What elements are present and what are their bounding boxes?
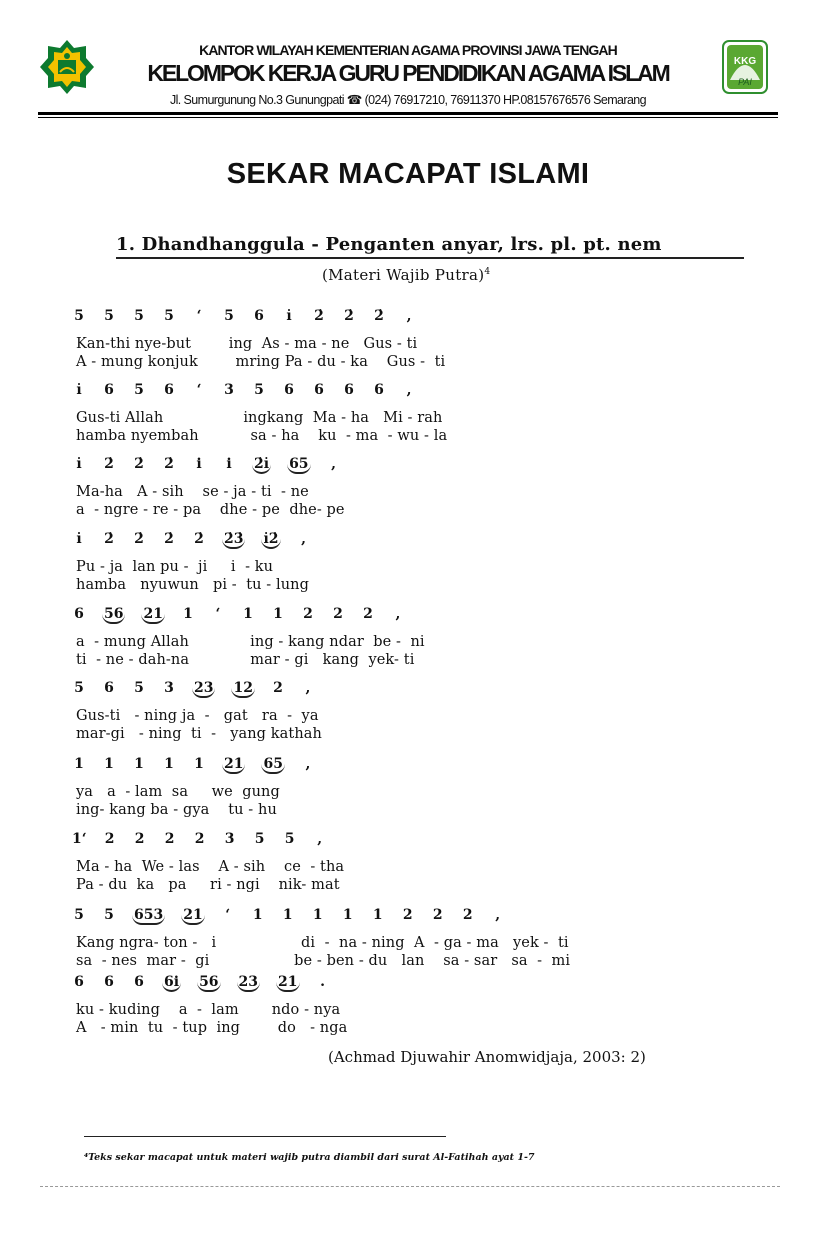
note: 2 — [333, 606, 343, 622]
lyric-line: Gus-ti Allah ingkang Ma - ha Mi - rah — [76, 410, 443, 426]
note: 21 — [143, 606, 163, 622]
lyric-line: Kang ngra- ton - i di - na - ning A - ga - ma yek - ti — [76, 935, 569, 951]
note: 1 — [273, 606, 283, 622]
footnote-mark: 4 — [484, 267, 491, 277]
song-subtitle-text: (Materi Wajib Putra) — [322, 266, 485, 284]
note: 2 — [462, 907, 473, 923]
note: 2̇ — [344, 308, 354, 324]
letterhead-organization: KELOMPOK KERJA GURU PENDIDIKAN AGAMA ISLAM — [147, 60, 669, 86]
note: 65 — [289, 456, 309, 472]
note: 2̇i̇ — [254, 456, 270, 472]
note: 56 — [199, 974, 219, 990]
lyric-line: sa - nes mar - gi be - ben - du lan sa - sar sa - mi — [76, 953, 571, 969]
note: , — [305, 680, 311, 696]
note: 6 — [134, 974, 144, 990]
note: 3 — [164, 680, 174, 696]
note: 5 — [164, 308, 174, 324]
note: 5 — [134, 382, 144, 398]
note: 2̇ — [104, 531, 114, 547]
note: 5 — [254, 382, 264, 398]
note: 1‘ — [72, 831, 87, 847]
note: ‘ — [196, 382, 202, 398]
note: i — [196, 456, 202, 472]
note: 2̇ — [134, 456, 144, 472]
lyric-line: hamba nyembah sa - ha ku - ma - wu - la — [76, 428, 448, 444]
note: 5 — [284, 831, 295, 847]
letterhead-divider-thin — [38, 117, 778, 118]
note: 2̇3̇ — [224, 531, 244, 547]
note: 1 — [183, 606, 193, 622]
note: i̇2̇ — [263, 531, 279, 547]
lyric-line: ku - kuding a - lam ndo - nya — [76, 1002, 341, 1018]
logo-text-kkg: KKG — [733, 56, 757, 67]
document-title: SEKAR MACAPAT ISLAMI — [226, 158, 590, 190]
note: 2̇ — [194, 531, 204, 547]
note: 2̇ — [374, 308, 384, 324]
note: 2̇ — [314, 308, 324, 324]
note: 1 — [194, 756, 204, 772]
note: 2 — [432, 907, 443, 923]
notation-line — [72, 606, 421, 624]
note: 6 — [344, 382, 354, 398]
note: 21 — [278, 974, 298, 990]
letterhead-address: Jl. Sumurgunung No.3 Gunungpati ☎ (024) 76917210, 76911370 HP.08157676576 Semarang — [169, 93, 647, 107]
note: 6 — [104, 974, 114, 990]
notation-line — [72, 456, 357, 474]
note: 5 — [134, 680, 144, 696]
note: 5 — [134, 308, 144, 324]
note: 653 — [134, 907, 164, 923]
lyric-line: A - mung konjuk mring Pa - du - ka Gus - ti — [76, 354, 446, 370]
note: 6 — [104, 680, 114, 696]
note: , — [317, 831, 323, 847]
notation-line — [72, 756, 331, 774]
note: 5 — [74, 680, 84, 696]
note: 6 — [254, 308, 264, 324]
note: 5 — [104, 308, 114, 324]
note: , — [331, 456, 336, 472]
note: 1 — [104, 756, 114, 772]
note: , — [395, 606, 401, 622]
notation-line — [72, 831, 343, 849]
note: . — [320, 974, 325, 990]
lyric-line: ing- kang ba - gya tu - hu — [76, 802, 277, 818]
lyric-line: a - mung Allah ing - kang ndar be - ni — [76, 634, 425, 650]
note: 12 — [233, 680, 253, 696]
note: , — [495, 907, 501, 923]
note: 1 — [282, 907, 293, 923]
note: 2 — [164, 831, 175, 847]
lyric-line: ya a - lam sa we gung — [76, 784, 280, 800]
bottom-divider — [40, 1186, 780, 1187]
note: 5 — [254, 831, 265, 847]
song-subtitle — [322, 266, 490, 284]
note: 6i — [164, 974, 180, 990]
lyric-line: hamba nyuwun pi - tu - lung — [76, 577, 309, 593]
lyric-line: Kan-thi nye-but ing As - ma - ne Gus - ti — [76, 336, 418, 352]
note: 5 — [104, 907, 114, 923]
note: i — [226, 456, 232, 472]
lyric-line: mar-gi - ning ti - yang kathah — [76, 726, 322, 742]
logo-text-pai: PAI — [738, 77, 752, 87]
note: 23 — [238, 974, 259, 990]
note: ‘ — [215, 606, 221, 622]
note: 21 — [224, 756, 244, 772]
note: 2 — [363, 606, 373, 622]
lyric-line: ti - ne - dah-na mar - gi kang yek- ti — [76, 652, 415, 668]
note: , — [301, 531, 306, 547]
lyric-line: A - min tu - tup ing do - nga — [76, 1020, 348, 1036]
note: 1 — [252, 907, 263, 923]
note: 2̇ — [104, 456, 114, 472]
note: 2 — [402, 907, 413, 923]
notation-line — [72, 907, 521, 925]
note: 6 — [104, 382, 114, 398]
note: 1 — [134, 756, 144, 772]
note: 2̇ — [164, 456, 174, 472]
note: 6 — [74, 606, 84, 622]
note: 23 — [194, 680, 214, 696]
note: 2̇ — [164, 531, 174, 547]
note: 6 — [74, 974, 84, 990]
note: 5 — [74, 907, 84, 923]
note: 2 — [273, 680, 283, 696]
footnote-divider — [84, 1136, 446, 1137]
note: 65 — [263, 756, 283, 772]
note: i̇ — [76, 531, 82, 547]
song-credit: (Achmad Djuwahir Anomwidjaja, 2003: 2) — [328, 1048, 646, 1066]
note: 56 — [104, 606, 124, 622]
notation-line — [72, 531, 327, 549]
letterhead-institution: KANTOR WILAYAH KEMENTERIAN AGAMA PROVINSI JAWA TENGAH — [199, 42, 617, 58]
note: , — [406, 382, 412, 398]
lyric-line: Pu - ja lan pu - ji i - ku — [76, 559, 274, 575]
notation-line — [72, 308, 432, 326]
note: 6 — [314, 382, 324, 398]
note: 2 — [134, 831, 145, 847]
lyric-line: Ma-ha A - sih se - ja - ti - ne — [76, 484, 309, 500]
letterhead-divider — [38, 112, 778, 115]
note: 2 — [104, 831, 115, 847]
note: 1 — [312, 907, 323, 923]
note: 1 — [372, 907, 383, 923]
note: i̇ — [76, 382, 82, 398]
song-title-underline — [116, 257, 744, 259]
kkg-pai-logo-icon — [722, 40, 768, 94]
note: 1 — [74, 756, 84, 772]
note: , — [305, 756, 311, 772]
note: 1 — [342, 907, 353, 923]
note: 6 — [164, 382, 174, 398]
note: i̇ — [286, 308, 292, 324]
note: 3 — [224, 382, 234, 398]
footnote-text: ⁴Teks sekar macapat untuk materi wajib putra diambil dari surat Al-Fatihah ayat 1-7 — [84, 1152, 535, 1163]
note: 6 — [374, 382, 384, 398]
notation-line — [72, 680, 331, 698]
note: 3 — [224, 831, 235, 847]
note: 2 — [194, 831, 205, 847]
note: i̇ — [76, 456, 82, 472]
note: ‘ — [196, 308, 202, 324]
lyric-line: Ma - ha We - las A - sih ce - tha — [76, 859, 345, 875]
note: 1 — [164, 756, 174, 772]
note: 1 — [243, 606, 253, 622]
note: , — [406, 308, 412, 324]
notation-line — [72, 382, 432, 400]
notation-line — [72, 974, 346, 992]
lyric-line: Gus-ti - ning ja - gat ra - ya — [76, 708, 319, 724]
note: ‘ — [225, 907, 231, 923]
song-sheet — [40, 222, 780, 1197]
note: 2̇ — [134, 531, 144, 547]
note: 5 — [74, 308, 84, 324]
note: 5 — [224, 308, 234, 324]
song-title: 1. Dhandhanggula - Penganten anyar, lrs. pl. pt. nem — [116, 234, 662, 255]
note: 2 — [303, 606, 313, 622]
note: 6 — [284, 382, 294, 398]
note: 21 — [183, 907, 203, 923]
lyric-line: a - ngre - re - pa dhe - pe dhe- pe — [76, 502, 345, 518]
lyric-line: Pa - du ka pa ri - ngi nik- mat — [76, 877, 340, 893]
